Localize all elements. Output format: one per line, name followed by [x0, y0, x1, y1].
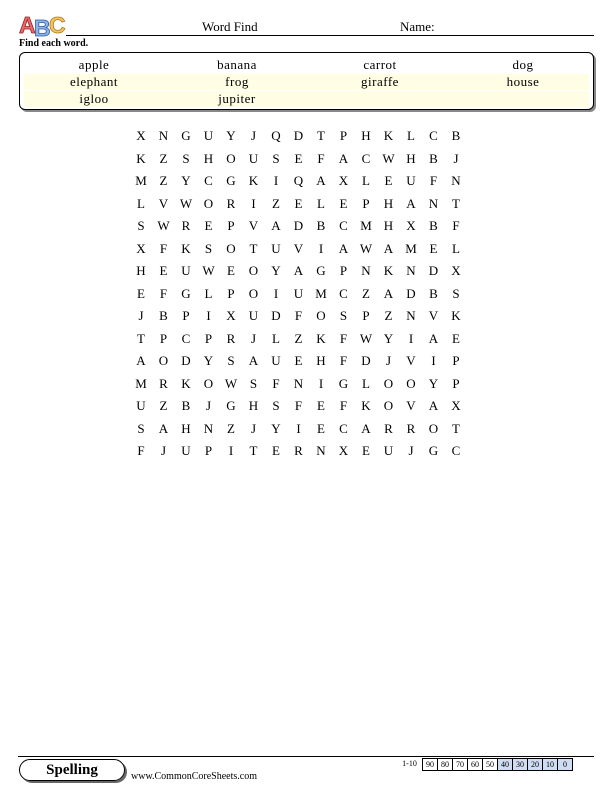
word-item: elephant: [69, 74, 119, 89]
grid-letter: X: [136, 128, 146, 143]
grid-letter: Y: [271, 420, 281, 436]
svg-text:C: C: [49, 12, 66, 38]
word-row: [24, 91, 589, 107]
grid-letter: P: [159, 330, 168, 346]
grid-letter: T: [249, 443, 258, 458]
grid-letter: S: [182, 150, 190, 166]
site-url: www.CommonCoreSheets.com: [131, 771, 258, 782]
grid-letter: J: [408, 443, 414, 458]
score-table: [396, 758, 573, 771]
grid-letter: I: [251, 195, 256, 211]
name-label: Name:: [400, 19, 435, 34]
grid-letter: W: [359, 330, 373, 346]
grid-letter: Z: [159, 398, 168, 413]
grid-letter: P: [452, 375, 460, 391]
grid-letter: P: [204, 330, 213, 346]
grid-letter: P: [339, 128, 348, 143]
grid-letter: O: [158, 353, 169, 368]
grid-letter: Z: [272, 195, 280, 211]
grid-letter: E: [452, 330, 460, 346]
grid-letter: V: [293, 240, 304, 256]
grid-letter: L: [407, 128, 415, 143]
grid-letter: W: [224, 375, 238, 391]
grid-letter: A: [316, 173, 326, 188]
word-item: banana: [217, 57, 257, 72]
grid-letter: C: [429, 128, 438, 143]
grid-letter: E: [362, 443, 370, 458]
grid-letter: F: [294, 398, 303, 413]
word-item: frog: [225, 74, 249, 89]
grid-letter: U: [181, 443, 191, 458]
grid-letter: C: [181, 330, 191, 346]
grid-letter: B: [316, 218, 326, 233]
grid-letter: N: [361, 263, 371, 278]
grid-letter: R: [159, 375, 168, 391]
grid-letter: T: [452, 195, 460, 211]
grid-letter: E: [227, 263, 235, 278]
grid-letter: I: [318, 375, 324, 391]
grid-letter: K: [361, 398, 371, 413]
grid-letter: V: [158, 195, 169, 211]
grid-letter: F: [452, 218, 460, 233]
grid-letter: S: [272, 150, 280, 166]
grid-letter: X: [226, 308, 236, 323]
grid-letter: Y: [203, 353, 214, 368]
grid-letter: A: [338, 150, 349, 166]
grid-letter: U: [271, 353, 281, 368]
grid-letter: G: [338, 375, 349, 391]
grid-letter: D: [361, 353, 371, 368]
grid-letter: B: [181, 398, 191, 413]
grid-letter: E: [159, 263, 168, 278]
grid-letter: E: [429, 240, 438, 256]
grid-letter: C: [339, 218, 348, 233]
grid-letter: A: [428, 398, 439, 413]
grid-letter: Z: [294, 330, 303, 346]
grid-letter: G: [181, 285, 191, 301]
grid-letter: O: [406, 375, 416, 391]
grid-letter: T: [317, 128, 325, 143]
score-cell: 50: [482, 758, 498, 771]
word-item: carrot: [363, 57, 397, 72]
grid-letter: I: [206, 308, 211, 323]
grid-letter: V: [406, 353, 416, 368]
svg-text:A: A: [19, 12, 36, 38]
grid-letter: M: [135, 173, 147, 188]
grid-letter: X: [338, 173, 349, 188]
grid-letter: D: [293, 218, 304, 233]
grid-letter: E: [294, 353, 303, 368]
grid-letter: A: [428, 330, 439, 346]
grid-letter: N: [316, 443, 326, 458]
word-item: apple: [78, 57, 110, 72]
grid-letter: S: [227, 353, 235, 368]
grid-letter: L: [272, 330, 280, 346]
grid-letter: J: [205, 398, 212, 413]
grid-letter: U: [293, 285, 304, 301]
grid-letter: R: [181, 218, 191, 233]
grid-letter: L: [137, 195, 145, 211]
word-item: jupiter: [218, 91, 256, 106]
grid-letter: W: [157, 218, 170, 233]
grid-letter: K: [451, 308, 461, 323]
score-cell: 80: [437, 758, 453, 771]
grid-letter: T: [137, 330, 145, 346]
grid-letter: R: [384, 420, 393, 436]
grid-letter: W: [202, 263, 215, 278]
grid-letter: C: [339, 420, 348, 436]
grid-letter: V: [248, 218, 259, 233]
grid-letter: U: [136, 398, 146, 413]
grid-letter: B: [429, 285, 438, 301]
grid-letter: W: [359, 240, 373, 256]
grid-letter: M: [315, 285, 327, 301]
grid-letter: A: [383, 285, 394, 301]
word-bank: [19, 52, 594, 110]
grid-letter: S: [249, 375, 258, 391]
grid-letter: U: [383, 443, 394, 458]
grid-letter: W: [179, 195, 193, 211]
grid-letter: O: [383, 398, 394, 413]
grid-letter: G: [428, 443, 439, 458]
grid-letter: C: [451, 443, 461, 458]
grid-letter: B: [429, 150, 438, 166]
grid-letter: H: [383, 218, 394, 233]
grid-letter: O: [383, 375, 394, 391]
grid-letter: I: [318, 240, 324, 256]
grid-letter: F: [159, 285, 168, 301]
grid-letter: G: [226, 173, 236, 188]
grid-letter: U: [271, 240, 281, 256]
grid-letter: N: [203, 420, 214, 436]
grid-letter: O: [203, 195, 214, 211]
grid-letter: J: [160, 443, 167, 458]
grid-letter: Q: [271, 128, 281, 143]
grid-letter: Z: [384, 308, 393, 323]
grid-letter: P: [182, 308, 190, 323]
grid-letter: P: [204, 443, 213, 458]
score-cell: 40: [497, 758, 513, 771]
grid-letter: G: [226, 398, 236, 413]
score-cell: 90: [422, 758, 438, 771]
grid-letter: H: [136, 263, 146, 278]
grid-letter: A: [158, 420, 169, 436]
grid-letter: Z: [227, 420, 235, 436]
word-item: dog: [512, 57, 534, 72]
grid-letter: F: [137, 443, 145, 458]
subject-badge: Spelling: [19, 759, 125, 781]
grid-letter: Y: [226, 128, 236, 143]
grid-letter: A: [361, 420, 371, 436]
score-cell: 20: [527, 758, 543, 771]
grid-letter: L: [362, 375, 370, 391]
grid-letter: J: [250, 128, 257, 143]
grid-letter: K: [181, 375, 191, 391]
grid-letter: E: [204, 218, 213, 233]
grid-letter: I: [273, 285, 279, 301]
grid-letter: X: [136, 240, 146, 256]
grid-letter: J: [250, 330, 257, 346]
grid-letter: N: [451, 173, 461, 188]
grid-letter: L: [317, 195, 325, 211]
grid-letter: G: [181, 128, 191, 143]
grid-letter: X: [406, 218, 416, 233]
grid-letter: R: [406, 420, 416, 436]
grid-letter: O: [248, 263, 259, 278]
grid-letter: L: [204, 285, 213, 301]
grid-letter: E: [294, 150, 303, 166]
grid-letter: S: [452, 285, 460, 301]
grid-letter: F: [339, 398, 348, 413]
grid-letter: W: [382, 150, 395, 166]
grid-letter: U: [248, 150, 259, 166]
grid-letter: K: [136, 150, 146, 166]
grid-letter: R: [226, 195, 236, 211]
grid-letter: P: [339, 263, 348, 278]
grid-letter: F: [159, 240, 168, 256]
grid-letter: I: [273, 173, 279, 188]
grid-letter: D: [406, 285, 416, 301]
grid-letter: N: [158, 128, 169, 143]
instructions: Find each word.: [19, 38, 89, 49]
grid-letter: P: [227, 285, 235, 301]
grid-letter: D: [271, 308, 281, 323]
grid-letter: H: [203, 150, 214, 166]
grid-letter: D: [293, 128, 304, 143]
grid-letter: V: [406, 398, 416, 413]
grid-letter: K: [316, 330, 326, 346]
grid-letter: L: [362, 173, 370, 188]
grid-letter: R: [226, 330, 236, 346]
grid-letter: C: [339, 285, 348, 301]
grid-letter: L: [452, 240, 460, 256]
grid-letter: K: [248, 173, 259, 188]
grid-letter: H: [383, 195, 394, 211]
grid-letter: I: [296, 420, 301, 436]
grid-letter: X: [451, 398, 461, 413]
grid-letter: S: [137, 218, 145, 233]
abc-logo: [18, 10, 68, 38]
grid-letter: H: [406, 150, 416, 166]
grid-letter: Z: [159, 150, 168, 166]
grid-letter: H: [316, 353, 326, 368]
grid-letter: A: [406, 195, 416, 211]
grid-letter: Z: [159, 173, 168, 188]
grid-letter: A: [248, 353, 259, 368]
grid-letter: A: [383, 240, 394, 256]
grid-letter: O: [226, 150, 236, 166]
grid-letter: O: [316, 308, 326, 323]
word-item: house: [506, 74, 540, 89]
grid-letter: B: [159, 308, 168, 323]
grid-letter: M: [135, 375, 147, 391]
grid-letter: G: [316, 263, 326, 278]
grid-letter: A: [136, 353, 146, 368]
grid-letter: J: [385, 353, 392, 368]
grid-letter: V: [428, 308, 439, 323]
score-cell: 60: [467, 758, 483, 771]
grid-letter: S: [272, 398, 280, 413]
grid-letter: I: [408, 330, 414, 346]
grid-letter: F: [294, 308, 303, 323]
grid-letter: E: [272, 443, 280, 458]
grid-letter: Z: [362, 285, 370, 301]
grid-letter: E: [317, 398, 325, 413]
grid-letter: K: [383, 128, 394, 143]
grid-letter: A: [338, 240, 349, 256]
grid-letter: P: [452, 353, 460, 368]
grid-letter: Y: [428, 375, 439, 391]
grid-letter: N: [293, 375, 304, 391]
grid-letter: C: [361, 150, 371, 166]
grid-letter: I: [228, 443, 234, 458]
grid-letter: S: [339, 308, 348, 323]
footer-rule: [18, 756, 594, 757]
grid-letter: F: [272, 375, 280, 391]
grid-letter: D: [428, 263, 439, 278]
grid-letter: C: [204, 173, 213, 188]
grid-letter: Y: [181, 173, 191, 188]
grid-letter: E: [384, 173, 393, 188]
word-row: [24, 57, 589, 73]
grid-letter: K: [383, 263, 394, 278]
grid-letter: B: [451, 128, 461, 143]
grid-letter: K: [181, 240, 191, 256]
grid-letter: F: [339, 353, 348, 368]
grid-letter: M: [405, 240, 417, 256]
grid-letter: P: [227, 218, 235, 233]
grid-letter: Q: [293, 173, 304, 188]
word-item: igloo: [79, 91, 109, 106]
grid-letter: H: [361, 128, 371, 143]
grid-letter: H: [181, 420, 191, 436]
grid-letter: O: [428, 420, 439, 436]
grid-letter: R: [294, 443, 303, 458]
grid-letter: A: [271, 218, 281, 233]
grid-letter: T: [452, 420, 460, 436]
score-range-label: 1-10: [402, 759, 417, 768]
svg-text:B: B: [34, 15, 51, 38]
grid-letter: E: [137, 285, 145, 301]
grid-letter: N: [406, 308, 416, 323]
grid-letter: H: [248, 398, 259, 413]
header-rule: [66, 35, 594, 36]
score-cell: 0: [557, 758, 573, 771]
score-cell: 30: [512, 758, 528, 771]
grid-letter: Y: [383, 330, 394, 346]
grid-letter: O: [226, 240, 236, 256]
grid-letter: F: [339, 330, 348, 346]
grid-letter: U: [181, 263, 191, 278]
grid-letter: M: [360, 218, 372, 233]
grid-letter: U: [406, 173, 416, 188]
grid-letter: U: [248, 308, 259, 323]
grid-letter: O: [203, 375, 214, 391]
grid-letter: Y: [271, 263, 281, 278]
worksheet-title: Word Find: [202, 19, 258, 34]
grid-letter: B: [429, 218, 438, 233]
grid-letter: A: [293, 263, 304, 278]
grid-letter: J: [250, 420, 257, 436]
word-row: [24, 74, 589, 90]
grid-letter: J: [453, 150, 459, 166]
grid-letter: N: [406, 263, 416, 278]
score-cell: 70: [452, 758, 468, 771]
grid-letter: F: [317, 150, 325, 166]
grid-letter: O: [248, 285, 259, 301]
grid-letter: P: [362, 195, 370, 211]
grid-letter: E: [339, 195, 348, 211]
grid-letter: E: [294, 195, 303, 211]
grid-letter: X: [338, 443, 349, 458]
grid-letter: P: [362, 308, 370, 323]
grid-letter: S: [204, 240, 213, 256]
grid-letter: X: [451, 263, 461, 278]
grid-letter: I: [431, 353, 436, 368]
grid-letter: N: [428, 195, 439, 211]
grid-letter: T: [249, 240, 258, 256]
grid-letter: D: [181, 353, 191, 368]
grid-letter: S: [137, 420, 145, 436]
score-cell: 10: [542, 758, 558, 771]
grid-letter: E: [317, 420, 325, 436]
grid-letter: F: [429, 173, 438, 188]
word-item: giraffe: [361, 74, 399, 89]
grid-letter: U: [203, 128, 214, 143]
grid-letter: J: [138, 308, 144, 323]
